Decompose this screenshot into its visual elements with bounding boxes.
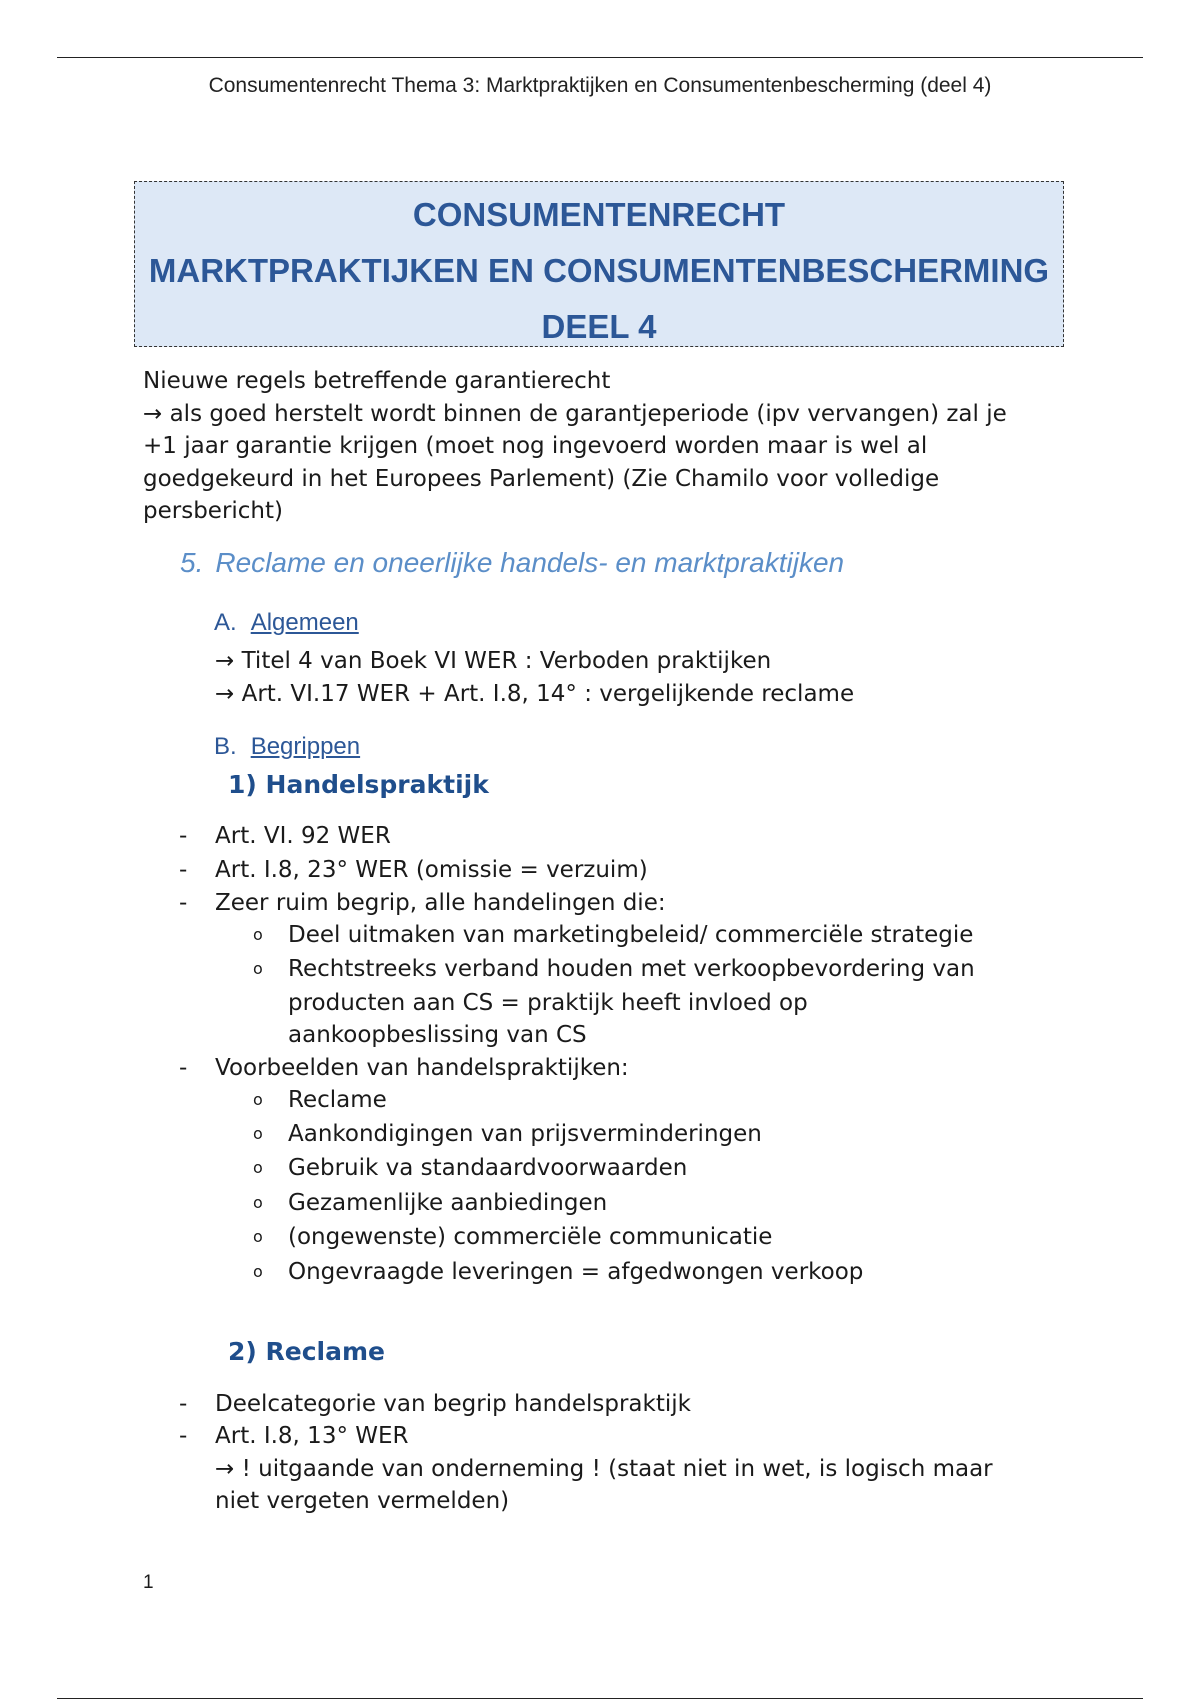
list-item-text: Zeer ruim begrip, alle handelingen die:: [215, 890, 666, 916]
list-item-continuation: [0, 1485, 1200, 1517]
list-item-text: Art. VI. 92 WER: [215, 823, 391, 849]
bullet-dash: -: [179, 857, 188, 883]
intro-line: +1 jaar garantie krijgen (moet nog ingevoerd worden maar is wel al: [143, 433, 928, 459]
bullet-circle: o: [253, 1262, 263, 1281]
list-item-text: niet vergeten vermelden): [215, 1488, 510, 1514]
handelspraktijk-list: [0, 820, 1200, 1290]
subsection-algemeen-heading: [214, 609, 359, 637]
list-item-text: Art. I.8, 13° WER: [215, 1423, 409, 1449]
intro-line: → als goed herstelt wordt binnen de garantjeperiode (ipv vervangen) zal je: [143, 400, 1007, 427]
list-item-text: → ! uitgaande van onderneming ! (staat niet in wet, is logisch maar: [215, 1456, 993, 1482]
page-header: Consumentenrecht Thema 3: Marktpraktijken en Consumentenbescherming (deel 4): [208, 74, 992, 97]
algemeen-line: → Art. VI.17 WER + Art. I.8, 14° : vergelijkende reclame: [215, 680, 855, 707]
sub-list-item: [0, 1118, 1200, 1152]
bullet-circle: o: [253, 1227, 263, 1246]
handelspraktijk-heading: 1) Handelspraktijk: [228, 770, 489, 799]
list-item: [0, 854, 1200, 887]
page-number: 1: [143, 1572, 154, 1593]
algemeen-content: [215, 645, 854, 710]
header-rule: [57, 57, 1143, 58]
bullet-circle: o: [253, 1124, 263, 1143]
bullet-circle: o: [253, 925, 263, 944]
title-line-2: MARKTPRAKTIJKEN EN CONSUMENTENBESCHERMING: [148, 252, 1050, 289]
bullet-dash: -: [179, 1423, 188, 1449]
list-item-continuation: [0, 1453, 1200, 1485]
sub-list-item: [0, 1256, 1200, 1290]
sub-list-item-text: Gebruik va standaardvoorwaarden: [288, 1155, 688, 1181]
intro-line: goedgekeurd in het Europees Parlement) (Zie Chamilo voor volledige: [143, 465, 940, 492]
intro-line: persbericht): [143, 498, 283, 524]
bullet-dash: -: [179, 890, 188, 916]
algemeen-line: → Titel 4 van Boek VI WER : Verboden praktijken: [215, 648, 772, 674]
sub-list-item: [0, 1152, 1200, 1187]
sub-list-item-continuation: [0, 1019, 1200, 1052]
bullet-dash: -: [179, 1391, 188, 1417]
bullet-circle: o: [253, 1158, 263, 1177]
list-item: [0, 1388, 1200, 1420]
sub-list-item-continuation: [0, 987, 1200, 1019]
subsection-letter: B.: [214, 733, 237, 760]
list-item: [0, 1420, 1200, 1453]
subsection-letter: A.: [214, 609, 237, 636]
bullet-circle: o: [253, 959, 263, 978]
sub-list-item-text: Reclame: [288, 1087, 387, 1113]
intro-line: Nieuwe regels betreffende garantierecht: [143, 368, 611, 394]
bullet-circle: o: [253, 1193, 263, 1212]
title-line-1: CONSUMENTENRECHT: [412, 196, 786, 233]
list-item-text: Art. I.8, 23° WER (omissie = verzuim): [215, 857, 648, 883]
title-box: [134, 181, 1064, 347]
list-item-text: Voorbeelden van handelspraktijken:: [215, 1055, 629, 1081]
footer-rule: [57, 1698, 1143, 1699]
subsection-title: Algemeen: [250, 609, 359, 636]
sub-list-item: [0, 919, 1200, 953]
bullet-dash: -: [179, 823, 188, 849]
sub-list-item-text: Aankondigingen van prijsverminderingen: [288, 1121, 762, 1147]
list-item: [0, 820, 1200, 854]
sub-list-item-text: Gezamenlijke aanbiedingen: [288, 1190, 608, 1216]
reclame-list: [0, 1388, 1200, 1517]
section-number: 5.: [180, 547, 204, 578]
bullet-dash: -: [179, 1055, 188, 1081]
subsection-title: Begrippen: [250, 733, 361, 760]
sub-list-item: [0, 1221, 1200, 1256]
title-line-3: DEEL 4: [541, 308, 657, 345]
reclame-heading: 2) Reclame: [228, 1337, 385, 1366]
list-item: [0, 887, 1200, 919]
section-5-heading: [180, 547, 844, 579]
subsection-begrippen-heading: [214, 733, 360, 761]
list-item: [0, 1052, 1200, 1084]
sub-list-item-text: Deel uitmaken van marketingbeleid/ commerciële strategie: [288, 922, 974, 948]
sub-list-item-text: producten aan CS = praktijk heeft invloed op: [288, 990, 808, 1016]
intro-paragraph: [143, 365, 1093, 528]
sub-list-item-text: (ongewenste) commerciële communicatie: [288, 1224, 773, 1250]
sub-list-item: [0, 1187, 1200, 1221]
list-item-text: Deelcategorie van begrip handelspraktijk: [215, 1391, 691, 1417]
sub-list-item-text: aankoopbeslissing van CS: [288, 1022, 587, 1048]
section-title: Reclame en oneerlijke handels- en marktpraktijken: [215, 547, 845, 578]
sub-list-item: [0, 953, 1200, 987]
sub-list-item: [0, 1084, 1200, 1118]
bullet-circle: o: [253, 1090, 263, 1109]
sub-list-item-text: Rechtstreeks verband houden met verkoopbevordering van: [288, 956, 975, 982]
sub-list-item-text: Ongevraagde leveringen = afgedwongen verkoop: [288, 1259, 864, 1285]
